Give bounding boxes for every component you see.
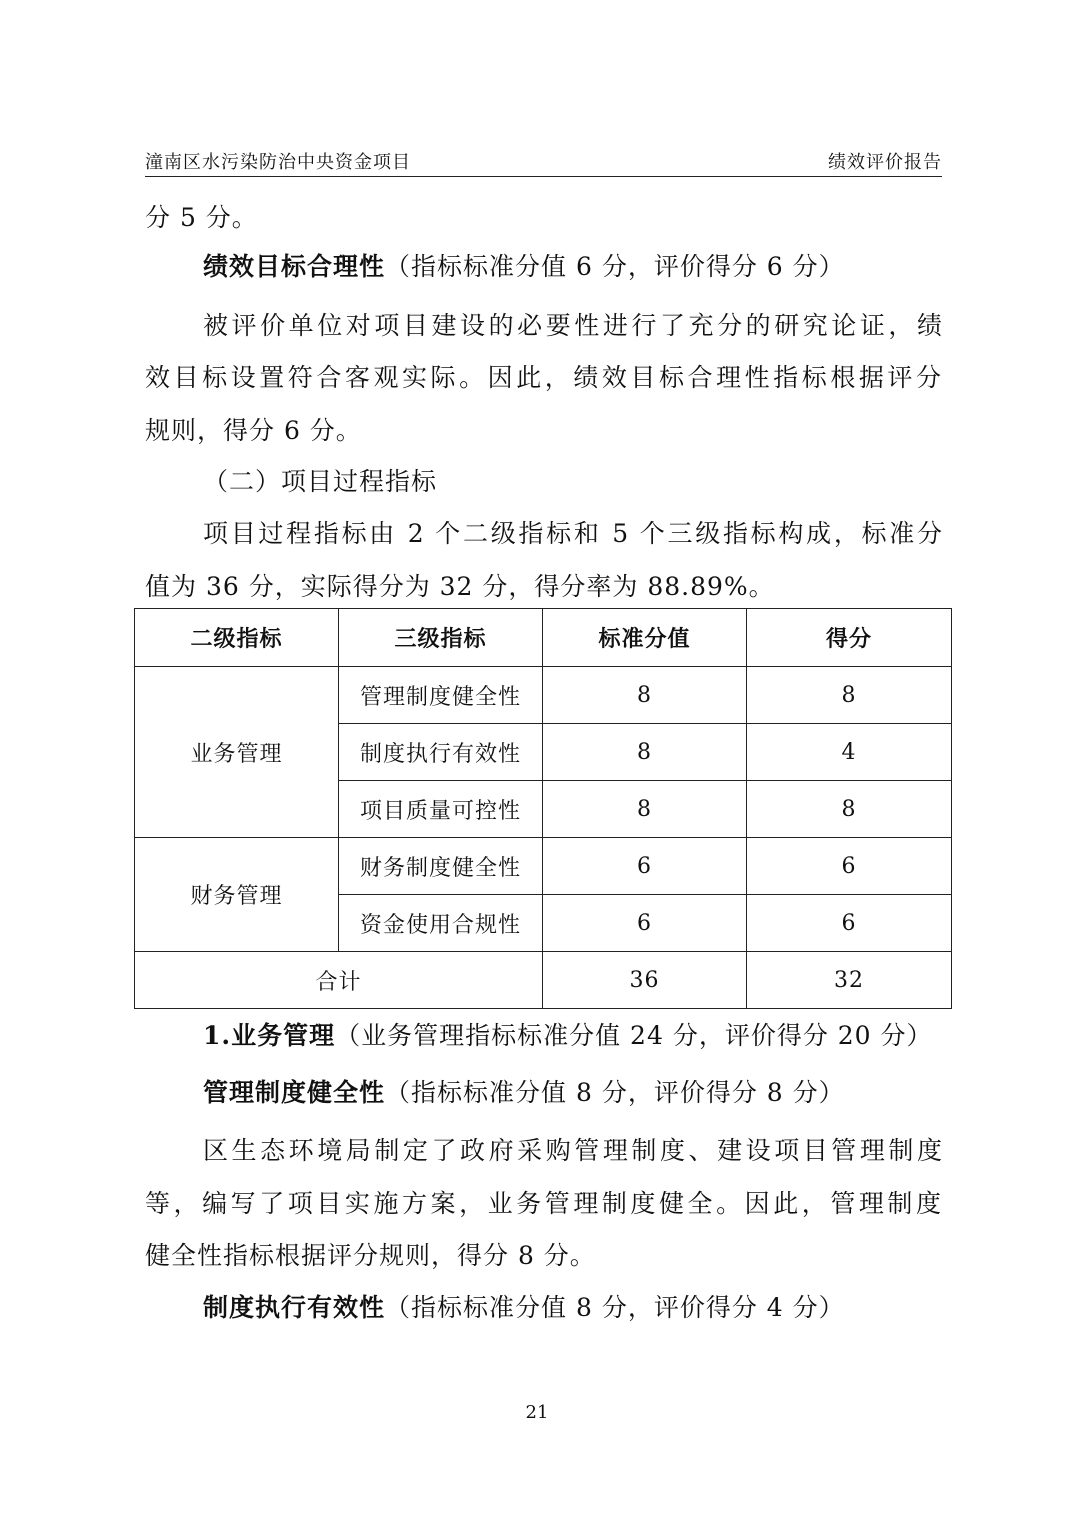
subheading-note: （业务管理指标标准分值 24 分，评价得分 20 分） [335,1021,933,1050]
subheading-title: 制度执行有效性 [203,1293,386,1322]
subheading-note: （指标标准分值 8 分，评价得分 4 分） [385,1293,845,1322]
paragraph-line: 值为 36 分，实际得分为 32 分，得分率为 88.89%。 [145,572,775,601]
standard-cell: 6 [543,838,747,895]
header-report-title: 绩效评价报告 [828,152,942,173]
page-header [145,146,942,177]
indicator-cell: 财务制度健全性 [339,838,543,895]
score-cell: 4 [747,724,952,781]
standard-cell: 8 [543,781,747,838]
subheading-management-system [203,1078,943,1108]
paragraph-line: 效目标设置符合客观实际。因此，绩效目标合理性指标根据评分 [145,363,942,392]
paragraph-line: 健全性指标根据评分规则，得分 8 分。 [145,1241,596,1270]
subheading-goal-rationality [203,252,943,282]
standard-cell: 8 [543,667,747,724]
header-project-title: 潼南区水污染防治中央资金项目 [145,152,411,173]
table-header-row [135,609,952,667]
section-title: （二）项目过程指标 [203,467,438,496]
paragraph-line: 规则，得分 6 分。 [145,416,362,445]
header-cell-level2: 二级指标 [135,609,339,667]
score-cell: 6 [747,838,952,895]
subheading-note: （指标标准分值 6 分，评价得分 6 分） [385,252,845,281]
continued-text: 分 5 分。 [145,203,258,232]
table-row [135,838,952,895]
subheading-title: 1.业务管理 [203,1021,336,1050]
standard-cell: 6 [543,895,747,952]
paragraph-line: 项目过程指标由 2 个二级指标和 5 个三级指标构成，标准分 [203,519,943,548]
group-cell: 财务管理 [135,838,339,952]
paragraph-line: 区生态环境局制定了政府采购管理制度、建设项目管理制度 [203,1136,943,1165]
score-cell: 6 [747,895,952,952]
table-row [135,667,952,724]
score-cell: 8 [747,667,952,724]
group-cell: 业务管理 [135,667,339,838]
table-total-row [135,952,952,1009]
subheading-business-management [203,1021,943,1051]
standard-cell: 8 [543,724,747,781]
indicator-cell: 制度执行有效性 [339,724,543,781]
total-score-cell: 32 [747,952,952,1009]
score-cell: 8 [747,781,952,838]
total-standard-cell: 36 [543,952,747,1009]
subheading-title: 管理制度健全性 [203,1078,386,1107]
score-table [134,608,952,1009]
header-cell-standard: 标准分值 [543,609,747,667]
subheading-title: 绩效目标合理性 [203,252,386,281]
header-cell-level3: 三级指标 [339,609,543,667]
header-cell-score: 得分 [747,609,952,667]
paragraph-line: 等，编写了项目实施方案，业务管理制度健全。因此，管理制度 [145,1189,942,1218]
total-label-cell: 合计 [135,952,543,1009]
indicator-cell: 资金使用合规性 [339,895,543,952]
indicator-cell: 项目质量可控性 [339,781,543,838]
paragraph-line: 被评价单位对项目建设的必要性进行了充分的研究论证，绩 [203,311,943,340]
subheading-execution-effectiveness [203,1293,943,1323]
page-number: 21 [525,1402,549,1423]
indicator-cell: 管理制度健全性 [339,667,543,724]
subheading-note: （指标标准分值 8 分，评价得分 8 分） [385,1078,845,1107]
